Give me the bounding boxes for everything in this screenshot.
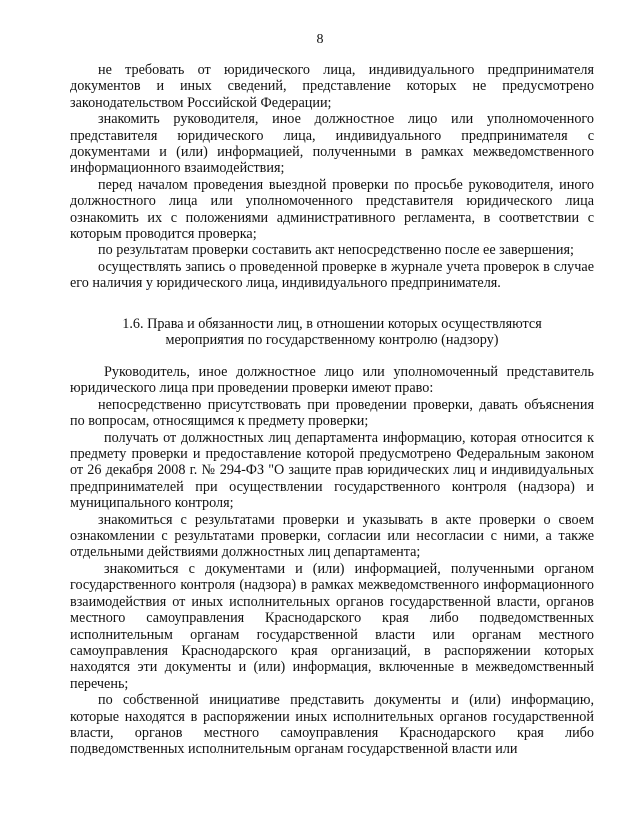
paragraph: получать от должностных лиц департамента информацию, которая относится к предмету проверки и предоставление которой предусмотрено Федеральным законом от 26 декабря 2008 г. № 294-ФЗ "О защите прав юридических лиц и индивидуальных предпринимателей при осуществлении государственного контроля (надзора) и муниципального контроля; [70, 429, 594, 512]
section-heading [70, 316, 594, 349]
page-number: 8 [316, 32, 324, 47]
paragraph: перед началом проведения выездной проверки по просьбе руководителя, иного должностного лица или уполномоченного представителя юридического лица ознакомить их с положениями административного регламента, в соответствии с которым проводится проверка; [70, 176, 594, 243]
paragraph: знакомить руководителя, иное должностное лицо или уполномоченного представителя юридического лица, индивидуального предпринимателя с документами и (или) информацией, полученными в рамках межведомственного информационного взаимодействия; [70, 111, 594, 177]
section-heading-line1: 1.6. Права и обязанности лиц, в отношении которых осуществляются [122, 316, 542, 332]
paragraph: знакомиться с документами и (или) информацией, полученными органом государственного контроля (надзора) в рамках межведомственного информационного взаимодействия от иных исполнительных органов государственной власти, органов местного самоуправления Краснодарского края либо подведомственных исполнительным органам государственной власти или органам местного самоуправления Краснодарского края организаций, в распоряжении которых находятся эти документы и (или) информация, включенные в межведомственный перечень; [70, 560, 594, 692]
section-heading-line2: мероприятия по государственному контролю (надзору) [165, 332, 499, 349]
obligations-list [70, 62, 594, 292]
paragraph: непосредственно присутствовать при проведении проверки, давать объяснения по вопросам, относящимся к предмету проверки; [70, 396, 594, 430]
paragraph: знакомиться с результатами проверки и указывать в акте проверки о своем ознакомлении с результатами проверки, согласии или несогласии с ними, а также отдельными действиями должностных лиц департамента; [70, 511, 594, 561]
rights-list [70, 364, 594, 758]
paragraph: по результатам проверки составить акт непосредственно после ее завершения; [98, 242, 574, 259]
paragraph: Руководитель, иное должностное лицо или уполномоченный представитель юридического лица при проведении проверки имеют право: [70, 364, 594, 397]
paragraph: осуществлять запись о проведенной проверке в журнале учета проверок в случае его наличия у юридического лица, индивидуального предпринимателя. [70, 258, 594, 292]
paragraph: по собственной инициативе представить документы и (или) информацию, которые находятся в распоряжении иных исполнительных органов государственной власти, органов местного самоуправления Краснодарского края либо подведомственных исполнительным органам государственной власти или [70, 692, 594, 758]
paragraph: не требовать от юридического лица, индивидуального предпринимателя документов и иных сведений, представление которых не предусмотрено законодательством Российской Федерации; [70, 62, 594, 111]
